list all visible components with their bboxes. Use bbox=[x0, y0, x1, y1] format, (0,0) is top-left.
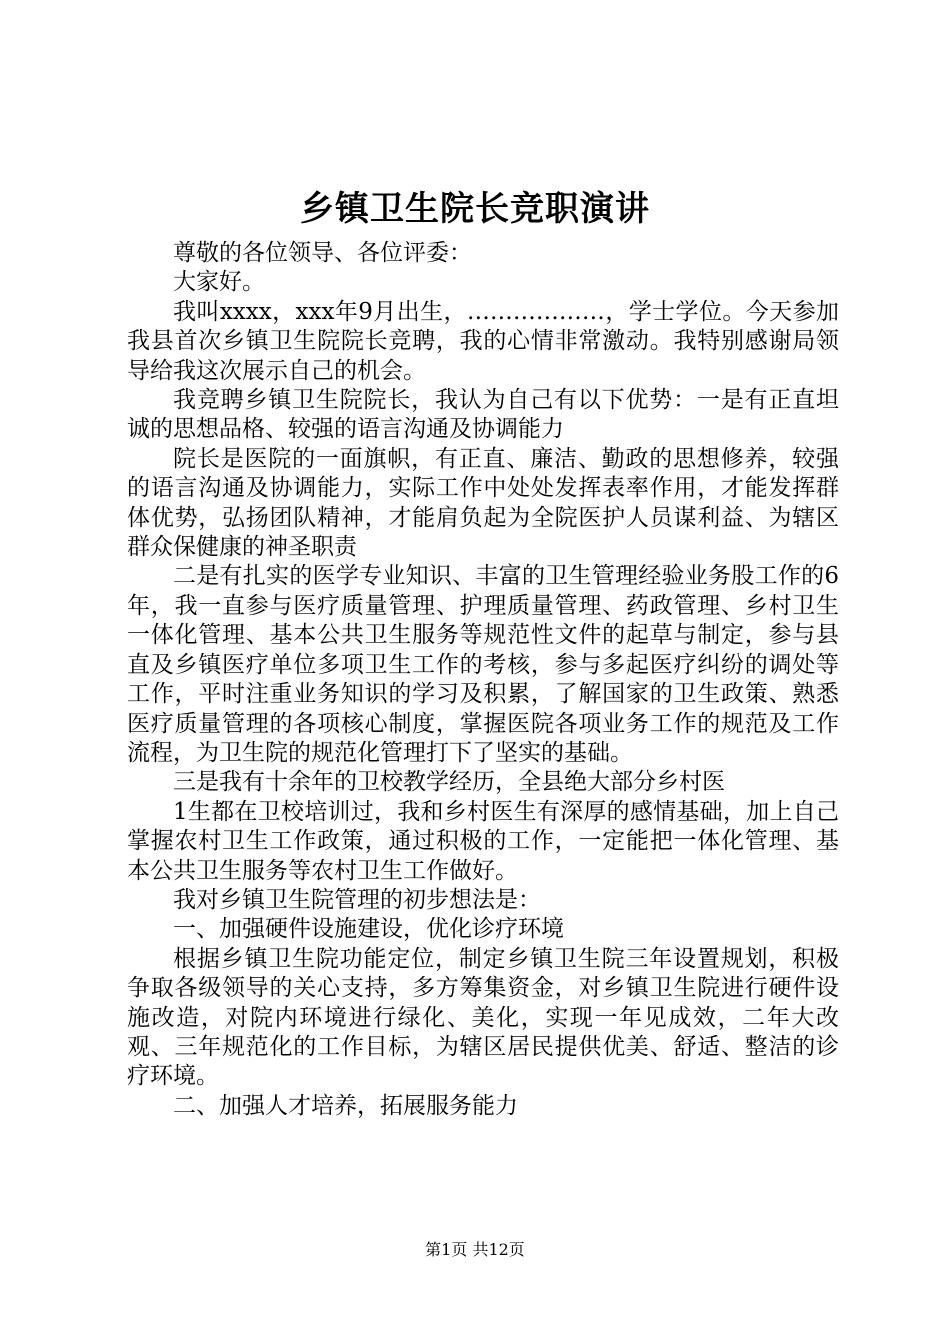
paragraph: 我竞聘乡镇卫生院院长，我认为自己有以下优势：一是有正直坦诚的思想品格、较强的语言沟通及协调能力 bbox=[127, 387, 839, 443]
section-heading: 二、加强人才培养，拓展服务能力 bbox=[173, 1092, 518, 1119]
greeting: 大家好。 bbox=[173, 269, 265, 296]
document-title: 乡镇卫生院长竞职演讲 bbox=[300, 189, 650, 229]
paragraph: 我叫xxxx，xxx年9月出生，………………，学士学位。今天参加我县首次乡镇卫生院院长竞聘，我的心情非常激动。我特别感谢局领导给我这次展示自己的机会。 bbox=[127, 298, 839, 384]
salutation: 尊敬的各位领导、各位评委： bbox=[173, 240, 472, 266]
paragraph: 二是有扎实的医学专业知识、丰富的卫生管理经验业务股工作的6年，我一直参与医疗质量管理、护理质量管理、药政管理、乡村卫生一体化管理、基本公共卫生服务等规范性文件的起草与制定，参与县直及乡镇医疗单位多项卫生工作的考核，参与多起医疗纠纷的调处等工作，平时注重业务知识的学习及积累，了解国家的卫生政策、熟悉医疗质量管理的各项核心制度，掌握医院各项业务工作的规范及工作流程，为卫生院的规范化管理打下了坚实的基础。 bbox=[127, 563, 839, 766]
page-footer: 第1页 共12页 bbox=[425, 1240, 525, 1259]
paragraph: 根据乡镇卫生院功能定位，制定乡镇卫生院三年设置规划，积极争取各级领导的关心支持，多方筹集资金，对乡镇卫生院进行硬件设施改造，对院内环境进行绿化、美化，实现一年见成效，二年大改观、三年规范化的工作目标，为辖区居民提供优美、舒适、整洁的诊疗环境。 bbox=[127, 945, 839, 1090]
paragraph: 我对乡镇卫生院管理的初步想法是： bbox=[173, 886, 541, 913]
paragraph: 1生都在卫校培训过，我和乡村医生有深厚的感情基础，加上自己掌握农村卫生工作政策，通过积极的工作，一定能把一体化管理、基本公共卫生服务等农村卫生工作做好。 bbox=[127, 798, 839, 884]
paragraph: 院长是医院的一面旗帜，有正直、廉洁、勤政的思想修养，较强的语言沟通及协调能力，实际工作中处处发挥表率作用，才能发挥群体优势，弘扬团队精神，才能肩负起为全院医护人员谋利益、为辖区群众保健康的神圣职责 bbox=[127, 445, 839, 561]
paragraph: 三是我有十余年的卫校教学经历，全县绝大部分乡村医 bbox=[173, 769, 725, 796]
document-body bbox=[127, 239, 839, 1121]
section-heading: 一、加强硬件设施建设，优化诊疗环境 bbox=[173, 916, 564, 943]
